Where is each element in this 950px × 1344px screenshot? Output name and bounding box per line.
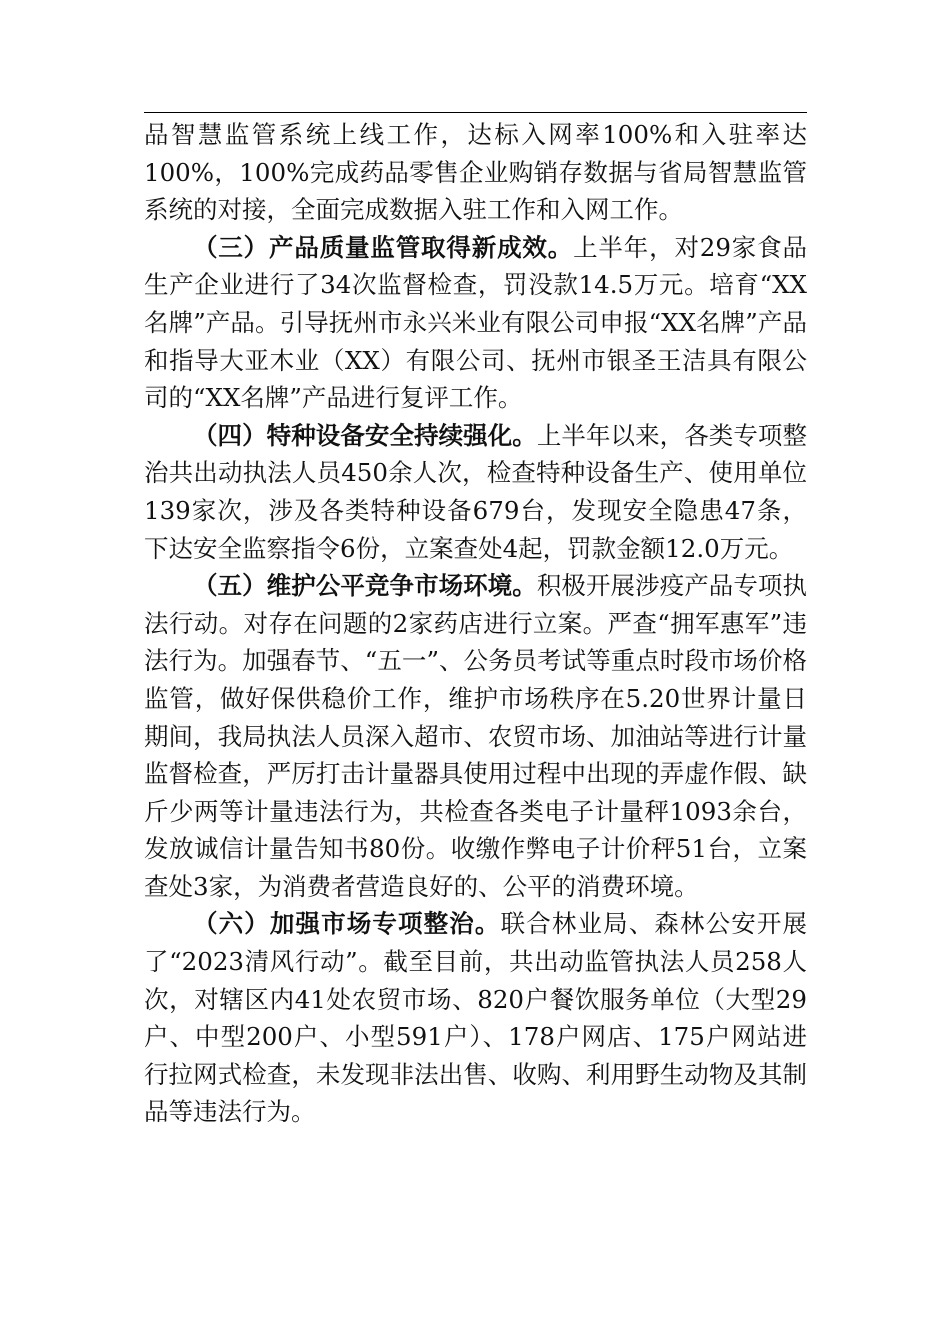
paragraph-heading: （五）维护公平竞争市场环境。	[193, 571, 537, 601]
paragraph-special-equipment	[144, 417, 807, 567]
paragraph-text: 联合林业局、森林公安开展了“2023清风行动”。截至目前，共出动监管执法人员258人次，对辖区内41处农贸市场、820户餐饮服务单位（大型29户、中型200户、小型591户）、178户网店、175户网站进行拉网式检查，未发现非法出售、收购、利用野生动物及其制品等违法行为。	[144, 909, 808, 1127]
paragraph-text: 品智慧监管系统上线工作，达标入网率100%和入驻率达100%，100%完成药品零售企业购销存数据与省局智慧监管系统的对接，全面完成数据入驻工作和入网工作。	[144, 120, 807, 225]
paragraph-text: 积极开展涉疫产品专项执法行动。对存在问题的2家药店进行立案。严查“拥军惠军”违法行为。加强春节、“五一”、公务员考试等重点时段市场价格监管，做好保供稳价工作，维护市场秩序在5.20世界计量日期间，我局执法人员深入超市、农贸市场、加油站等进行计量监督检查，严厉打击计量器具使用过程中出现的弄虚作假、缺斤少两等计量违法行为，共检查各类电子计量秤1093余台，发放诚信计量告知书80份。收缴作弊电子计价秤51台，立案查处3家，为消费者营造良好的、公平的消费环境。	[144, 571, 807, 901]
paragraph-text: 上半年以来，各类专项整治共出动执法人员450余人次，检查特种设备生产、使用单位139家次，涉及各类特种设备679台，发现安全隐患47条，下达安全监察指令6份，立案查处4起，罚款金额12.0万元。	[144, 420, 807, 563]
paragraph-product-quality	[144, 229, 807, 417]
paragraph-market-rectification	[144, 905, 807, 1131]
paragraph-continuation	[144, 116, 807, 229]
paragraph-text: 上半年，对29家食品生产企业进行了34次监督检查，罚没款14.5万元。培育“XX名牌”产品。引导抚州市永兴米业有限公司申报“XX名牌”产品和指导大亚木业（XX）有限公司、抚州市银圣王洁具有限公司的“XX名牌”产品进行复评工作。	[144, 232, 807, 413]
header-rule	[144, 112, 807, 113]
document-body	[144, 116, 807, 1131]
paragraph-heading: （六）加强市场专项整治。	[193, 909, 501, 939]
paragraph-heading: （三）产品质量监管取得新成效。	[193, 232, 574, 262]
paragraph-fair-competition	[144, 567, 807, 905]
paragraph-heading: （四）特种设备安全持续强化。	[193, 420, 537, 450]
